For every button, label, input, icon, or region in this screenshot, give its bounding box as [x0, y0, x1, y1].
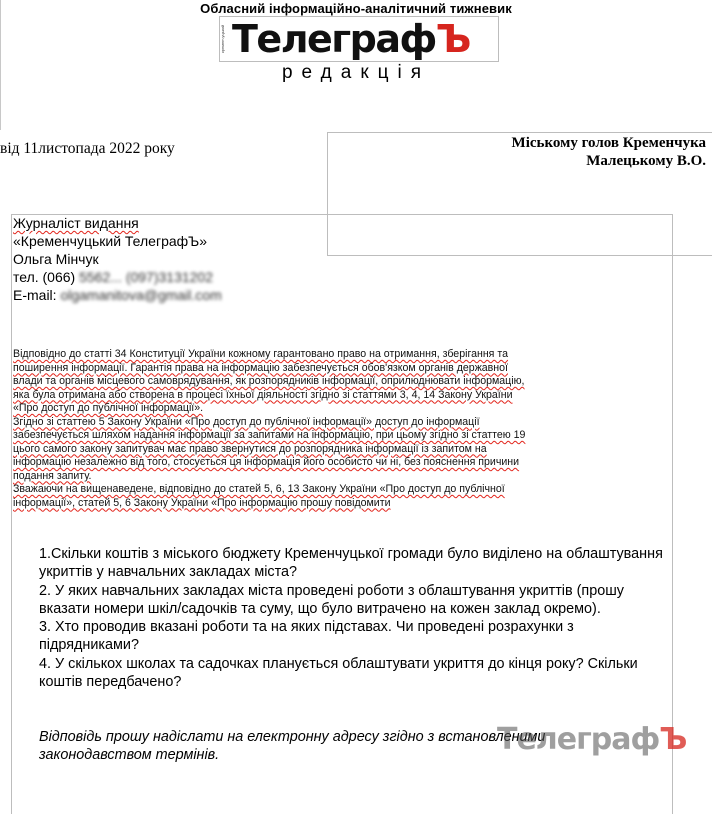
letter-date: від 11листопада 2022 року: [0, 140, 175, 157]
question-4: 4. У скількох школах та садочках планується облаштувати укриття до кінця року? Скільки коштів передбачено?: [39, 655, 638, 691]
phone-redacted: 5562... (097)3131202: [79, 269, 213, 285]
author-block: [13, 214, 222, 304]
closing-request: Відповідь прошу надіслати на електронну адресу згідно з встановленими законодавством термінів.: [39, 729, 546, 764]
legal-paragraph-1: Відповідно до статті 34 Конституції України кожному гарантовано право на отримання, зберігання та поширення інформації. Гарантія права на інформацію забезпечується обов'язком органів державної влади та органів місцевого самоврядування, як розпорядників інформації, оприлюднювати інформацію, яка була отримана або створена в процесі їхньої діяльності згідно зі статтями 3, 4, 14 Закону України «Про доступ до публічної інформації».: [13, 348, 525, 414]
logo-main-text: Телеграф: [232, 17, 436, 61]
logo-wordmark: [232, 18, 470, 60]
email-redacted: olgamanitova@gmail.com: [60, 287, 222, 303]
author-email: E-mail: olgamanitova@gmail.com: [13, 287, 222, 303]
author-name: Ольга Мінчук: [13, 251, 99, 267]
question-3: 3. Хто проводив вказані роботи та на яких підставах. Чи проведені розрахунки з підрядниками?: [39, 619, 574, 654]
request-questions: [39, 545, 664, 691]
author-phone: тел. (066) 5562... (097)3131202: [13, 269, 213, 285]
question-2: 2. У яких навчальних закладах міста проведені роботи з облаштування укриттів (прошу вказати номери шкіл/садочків та суму, що було витрачено на кожен заклад окремо).: [39, 582, 624, 617]
masthead-subtitle: Обласний інформаційно-аналітичний тижневик: [200, 1, 512, 16]
legal-paragraph-2: Згідно зі статтею 5 Закону України «Про доступ до публічної інформації» доступ до інформації забезпечується шляхом надання інформації за запитами на інформацію, при цьому згідно зі статтею 19 цього самого закону запитувач має право звернутися до розпорядника інформації із запитом на інформацію незалежно від того, стосується ця інформація його особисто чи ні, без пояснення причини подання запиту.: [13, 415, 526, 482]
legal-basis: [13, 348, 533, 510]
logo-accent-letter: Ъ: [435, 17, 470, 61]
author-title: Журналіст видання: [13, 215, 139, 231]
recipient-line-1: Міському голов Кременчука: [511, 135, 706, 151]
logo-side-text: кременчуцький: [220, 24, 225, 54]
watermark-logo: ТелеграфЪ: [497, 722, 687, 757]
newspaper-logo: [219, 16, 499, 62]
editorial-label: редакція: [281, 62, 431, 83]
legal-paragraph-3: Зважаючи на вищенаведене, відповідно до статей 5, 6, 13 Закону України «Про доступ до публічної інформації», статей 5, 6 Закону України «Про інформацію прошу повідомити: [13, 483, 505, 509]
recipient-line-2: Малецькому В.О.: [586, 153, 706, 169]
question-1: 1.Скільки коштів з міського бюджету Кременчуцької громади було виділено на облаштування укриттів у навчальних закладах міста?: [39, 546, 663, 581]
recipient-block: [512, 134, 706, 170]
author-publication: «Кременчуцький ТелеграфЪ»: [13, 233, 208, 249]
